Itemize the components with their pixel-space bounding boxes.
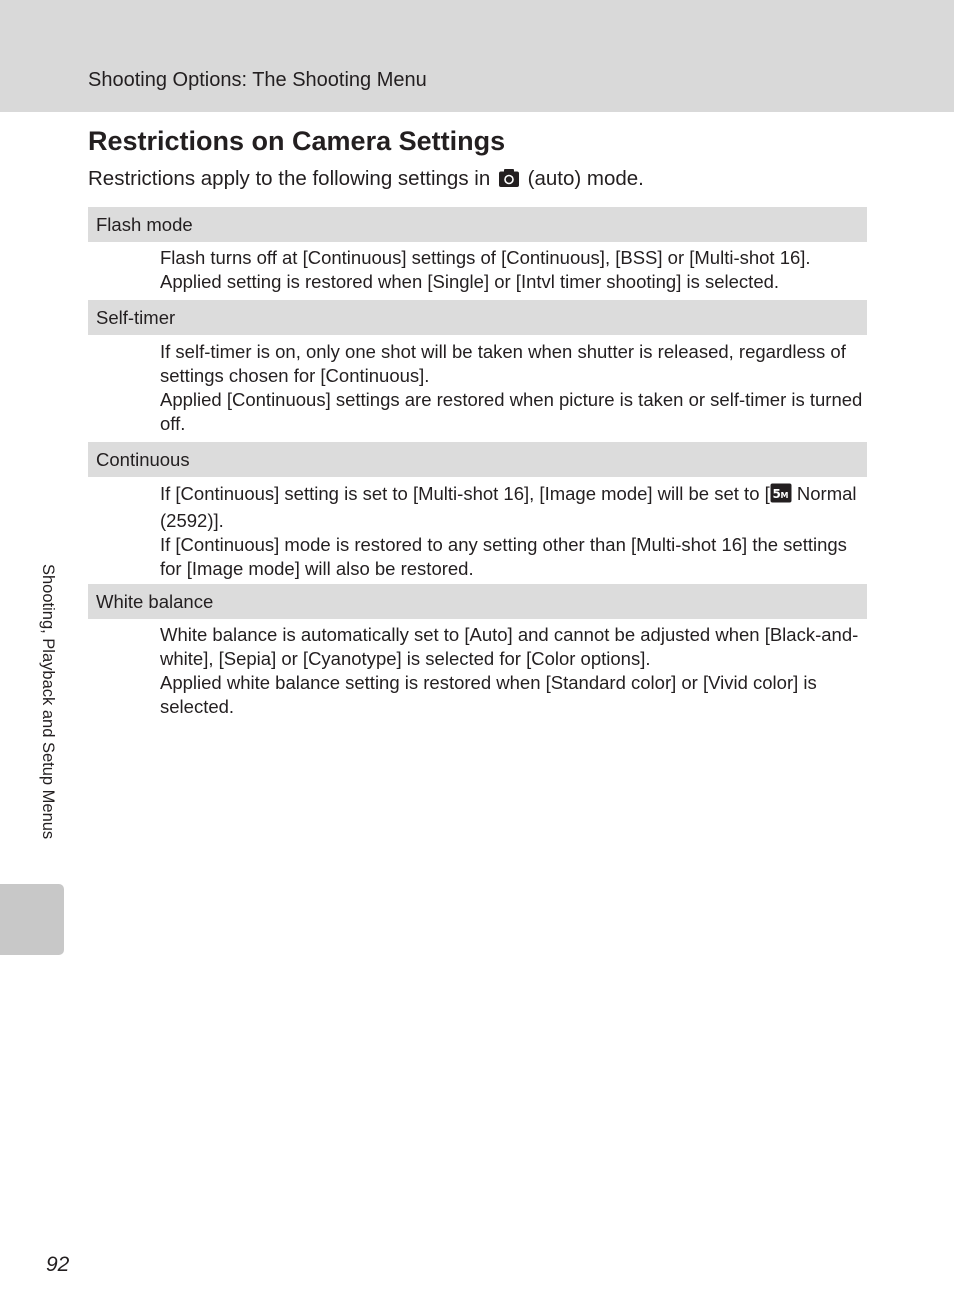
continuous-description: [160, 482, 865, 581]
svg-text:5: 5: [772, 487, 781, 501]
white-balance-row-header: White balance: [88, 584, 867, 619]
flash-mode-description: [160, 246, 865, 294]
section-header-title: Shooting Options: The Shooting Menu: [88, 69, 427, 91]
header-band: [0, 0, 954, 112]
page-number: 92: [46, 1253, 70, 1276]
white-balance-description: [160, 623, 865, 719]
intro-text-end: (auto) mode.: [521, 167, 644, 190]
intro-text: [88, 165, 644, 196]
intro-text-start: Restrictions apply to the following settings in: [88, 167, 496, 190]
flash-mode-row-header: Flash mode: [88, 207, 867, 242]
side-tab-label: Shooting, Playback and Setup Menus: [39, 564, 57, 840]
page-title: Restrictions on Camera Settings: [88, 126, 506, 156]
self-timer-paragraph-2: Applied [Continuous] settings are restored when picture is taken or self-timer is turned off.: [160, 389, 863, 434]
flash-mode-paragraph-1: Flash turns off at [Continuous] settings of [Continuous], [BSS] or [Multi-shot 16]. Applied setting is restored when [Single] or [Intvl timer shooting] is selected.: [160, 247, 811, 292]
self-timer-row-header: Self-timer: [88, 300, 867, 335]
self-timer-paragraph-1: If self-timer is on, only one shot will be taken when shutter is released, regardless of settings chosen for [Continuous].: [160, 341, 846, 386]
white-balance-paragraph-1: White balance is automatically set to [Auto] and cannot be adjusted when [Black-and-white], [Sepia] or [Cyanotype] is selected for [Color options].: [160, 624, 859, 669]
side-tab-marker: [0, 884, 64, 955]
continuous-paragraph-1-end: Normal (2592)].: [160, 483, 857, 531]
continuous-paragraph-2: If [Continuous] mode is restored to any setting other than [Multi-shot 16] the settings for [Image mode] will also be restored.: [160, 534, 847, 579]
continuous-paragraph-1-start: If [Continuous] setting is set to [Multi-shot 16], [Image mode] will be set to [: [160, 483, 770, 504]
svg-text:M: M: [780, 491, 789, 500]
self-timer-description: [160, 340, 865, 436]
white-balance-paragraph-2: Applied white balance setting is restored when [Standard color] or [Vivid color] is selected.: [160, 672, 817, 717]
image-mode-5m-icon: [770, 483, 792, 509]
auto-mode-camera-icon: [498, 168, 520, 196]
continuous-row-header: Continuous: [88, 442, 867, 477]
continuous-paragraph-1: [160, 482, 865, 533]
